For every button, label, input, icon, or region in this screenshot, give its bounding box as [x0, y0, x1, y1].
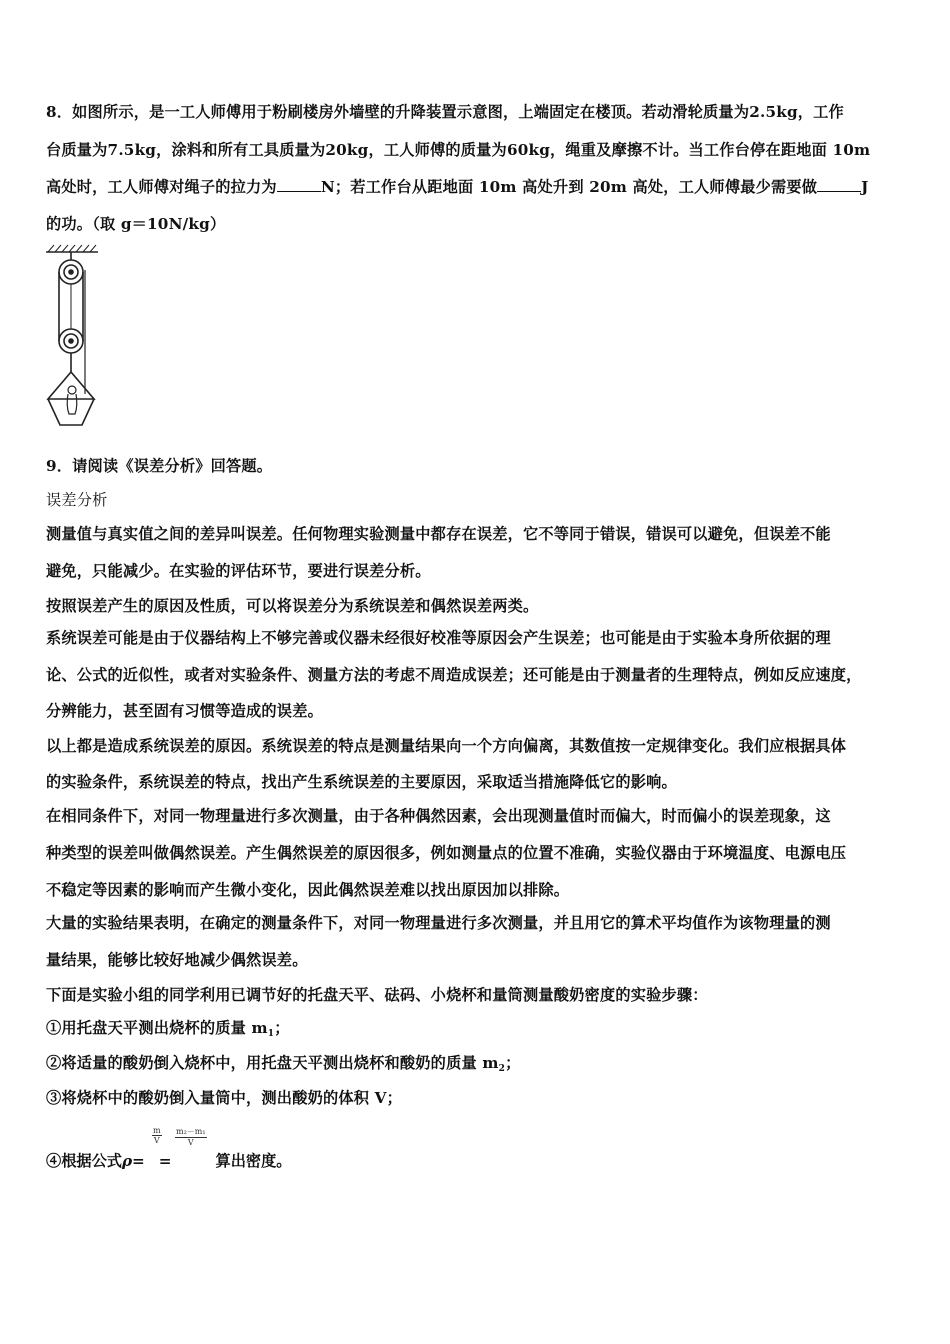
- q9-paragraph-line: 不稳定等因素的影响而产生微小变化，因此偶然误差难以找出原因加以排除。: [46, 881, 570, 899]
- q9-article-title: 误差分析: [46, 491, 108, 509]
- equals-sign: =: [158, 1152, 172, 1170]
- q9-step-1: [46, 1018, 290, 1044]
- q9-step-2: [46, 1053, 520, 1079]
- step-1-subscript: 1: [267, 1029, 275, 1039]
- step-2-end: ；: [505, 1054, 521, 1072]
- fraction-2-numerator: m₂－m₁: [176, 1127, 206, 1136]
- step-4-end: 算出密度。: [215, 1152, 292, 1170]
- q9-paragraph-line: 分辨能力，甚至固有习惯等造成的误差。: [46, 702, 323, 720]
- rho-symbol: ρ=: [121, 1152, 145, 1170]
- step-1-end: ；: [274, 1019, 290, 1037]
- q8-line-3: [46, 177, 869, 197]
- q8-line-3-start: 高处时，工人师傅对绳子的拉力为: [46, 178, 277, 196]
- fraction-1-numerator: m: [153, 1126, 161, 1135]
- q9-paragraph-line: 论、公式的近似性，或者对实验条件、测量方法的考虑不周造成误差；还可能是由于测量者的生理特点，例如反应速度，: [46, 666, 862, 684]
- q9-paragraph-line: 按照误差产生的原因及性质，可以将误差分为系统误差和偶然误差两类。: [46, 597, 539, 615]
- q9-step-4: [46, 1150, 291, 1171]
- q8-line-3-end: J: [861, 178, 869, 196]
- pulley-lift-diagram: [42, 244, 104, 428]
- worker-head: [68, 386, 76, 394]
- answer-blank-work[interactable]: [817, 177, 861, 192]
- basket-body: [48, 399, 94, 425]
- q9-step-3: ③将烧杯中的酸奶倒入量筒中，测出酸奶的体积 V；: [46, 1089, 402, 1107]
- answer-blank-force[interactable]: [277, 177, 321, 192]
- q8-line-2: 台质量为7.5kg，涂料和所有工具质量为20kg，工人师傅的质量为60kg，绳重及摩擦不计。当工作台停在距地面 10m: [46, 141, 871, 159]
- q9-paragraph-line: 大量的实验结果表明，在确定的测量条件下，对同一物理量进行多次测量，并且用它的算术平均值作为该物理量的测: [46, 914, 831, 932]
- step-4-text: ④根据公式: [46, 1152, 122, 1170]
- q9-paragraph-line: 的实验条件，系统误差的特点，找出产生系统误差的主要原因，采取适当措施降低它的影响。: [46, 773, 677, 791]
- q8-line-3-middle: N；若工作台从距地面 10m 高处升到 20m 高处，工人师傅最少需要做: [320, 178, 818, 196]
- q9-paragraph-line: 种类型的误差叫做偶然误差。产生偶然误差的原因很多，例如测量点的位置不准确，实验仪器由于环境温度、电源电压: [46, 844, 847, 862]
- fraction-2-denominator: V: [187, 1138, 194, 1147]
- fraction-m-over-v: [152, 1126, 162, 1145]
- q9-heading: 9．请阅读《误差分析》回答题。: [46, 457, 273, 475]
- q9-paragraph-line: 量结果，能够比较好地减少偶然误差。: [46, 951, 308, 969]
- ceiling-hatch: [48, 245, 96, 252]
- q8-line-1: 8．如图所示，是一工人师傅用于粉刷楼房外墙壁的升降装置示意图，上端固定在楼顶。若动滑轮质量为2.5kg，工作: [46, 103, 844, 121]
- q9-paragraph-line: 测量值与真实值之间的差异叫误差。任何物理实验测量中都存在误差，它不等同于错误，错误可以避免，但误差不能: [46, 525, 831, 543]
- step-2-subscript: 2: [498, 1064, 506, 1074]
- q9-paragraph-line: 以上都是造成系统误差的原因。系统误差的特点是测量结果向一个方向偏离，其数值按一定规律变化。我们应根据具体: [46, 737, 847, 755]
- fraction-mass-diff-over-v: [175, 1126, 207, 1147]
- step-1-text: ①用托盘天平测出烧杯的质量 m: [46, 1019, 268, 1037]
- q9-paragraph-line: 避免，只能减少。在实验的评估环节，要进行误差分析。: [46, 562, 431, 580]
- q9-paragraph-line: 下面是实验小组的同学利用已调节好的托盘天平、砝码、小烧杯和量筒测量酸奶密度的实验步骤：: [46, 986, 708, 1004]
- q8-line-4: 的功。（取 g＝10N/kg）: [46, 215, 226, 233]
- fraction-1-denominator: V: [153, 1136, 160, 1145]
- step-2-text: ②将适量的酸奶倒入烧杯中，用托盘天平测出烧杯和酸奶的质量 m: [46, 1054, 499, 1072]
- q9-paragraph-line: 系统误差可能是由于仪器结构上不够完善或仪器未经很好校准等原因会产生误差；也可能是由于实验本身所依据的理: [46, 629, 831, 647]
- worker-body: [67, 394, 77, 414]
- basket-top: [48, 372, 94, 399]
- q9-paragraph-line: 在相同条件下，对同一物理量进行多次测量，由于各种偶然因素，会出现测量值时而偏大，时而偏小的误差现象，这: [46, 807, 831, 825]
